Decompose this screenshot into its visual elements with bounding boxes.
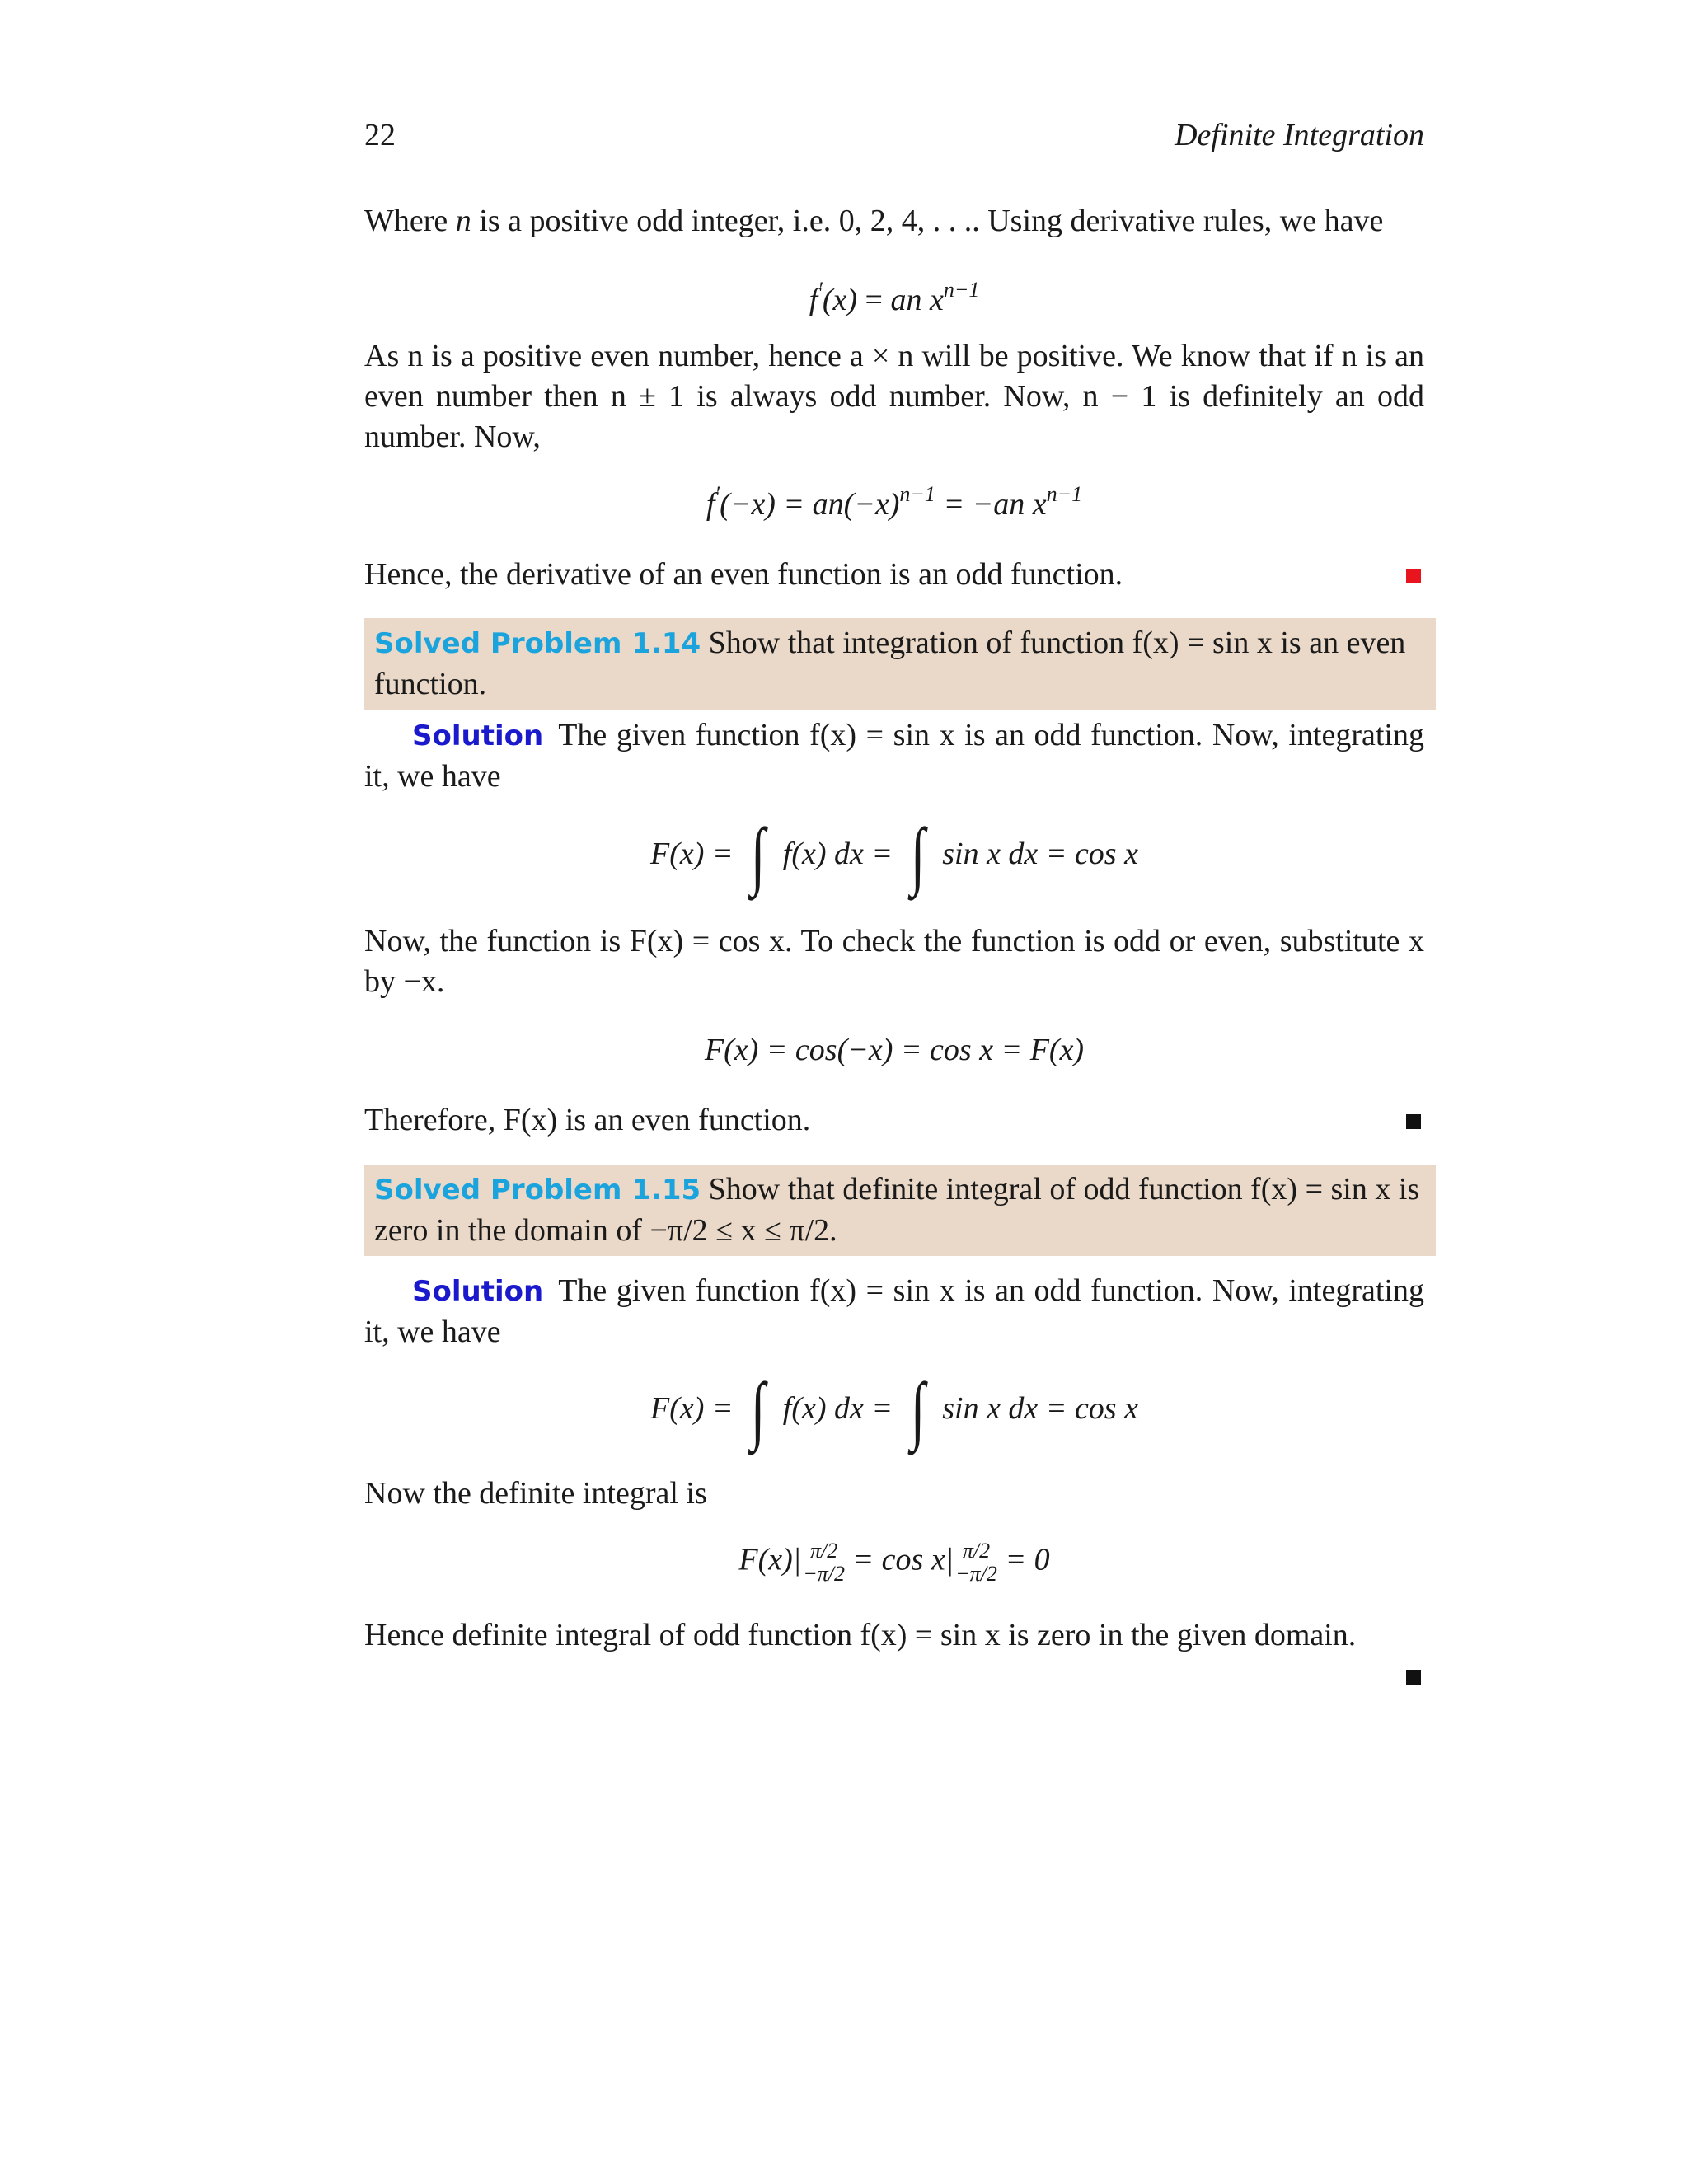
upper-limit: π/2 <box>962 1539 991 1563</box>
solved-problem-1-15 <box>364 1165 1436 1256</box>
solution-text: The given function f(x) = sin x is an odd function. Now, integrating it, we have <box>364 718 1424 794</box>
eq-part: = cos x| <box>845 1542 954 1577</box>
solution-label: Solution <box>412 1275 544 1308</box>
solution-1-15-text <box>364 1271 1424 1352</box>
paragraph-conclusion-1 <box>364 555 1424 595</box>
eval-limits <box>803 1540 845 1586</box>
paragraph-definite <box>364 1474 1424 1514</box>
problem-text: Show that definite integral of odd function f(x) = sin x is zero in the domain of −π/2 ≤ x ≤ π/2. <box>374 1172 1420 1248</box>
eq-part: f(x) dx = <box>775 837 901 871</box>
eq-part: = −an x <box>935 487 1047 522</box>
eq-exponent: n−1 <box>899 482 935 506</box>
eq-exponent: n−1 <box>1046 482 1083 506</box>
paragraph-final <box>364 1615 1424 1656</box>
eq-part: F(x) = cos(−x) = cos x = F(x) <box>704 1033 1085 1067</box>
solved-problem-1-14 <box>364 618 1436 710</box>
text-fragment: Where <box>364 204 456 238</box>
paragraph-conclusion-2 <box>364 1100 1424 1141</box>
paragraph-even-text: As n is a positive even number, hence a × n will be positive. We know that if n is an even number then n ± 1 is always odd number. Now, n − 1 is definitely an odd number. Now, <box>364 339 1424 454</box>
eval-limits <box>955 1540 997 1586</box>
paragraph-definite-text: Now the definite integral is <box>364 1476 707 1511</box>
eq-part: F(x) = <box>650 837 742 871</box>
qed-square-black <box>1406 1114 1421 1129</box>
paragraph-check <box>364 921 1424 1002</box>
paragraph-intro-text <box>364 201 1424 241</box>
eq-part: F(x) = <box>650 1391 742 1426</box>
problem-label: Solved Problem 1.14 <box>374 627 701 660</box>
solution-text: The given function f(x) = sin x is an odd function. Now, integrating it, we have <box>364 1273 1424 1349</box>
qed-square-red <box>1406 569 1421 583</box>
eq-part: f <box>809 283 818 317</box>
eq-part: sin x dx = cos x <box>934 1391 1138 1426</box>
qed-square-black-final <box>1406 1670 1421 1685</box>
problem-text: Show that integration of function f(x) = sin x is an even function. <box>374 626 1406 701</box>
running-title: Definite Integration <box>1175 118 1424 152</box>
upper-limit: π/2 <box>810 1539 838 1563</box>
solution-label: Solution <box>412 719 544 752</box>
eq-part: = <box>857 283 891 317</box>
eq-prime: ′ <box>818 278 823 302</box>
eq-part: f(x) dx = <box>775 1391 901 1426</box>
equation-definite <box>364 1540 1424 1586</box>
equation-integral-1: F(x) = ∫ f(x) dx = ∫ sin x dx = cos x <box>650 813 1138 897</box>
eq-part: sin x dx = cos x <box>934 837 1138 871</box>
paragraph-conclusion-1-text: Hence, the derivative of an even function is an odd function. <box>364 557 1123 592</box>
paragraph-final-text: Hence definite integral of odd function f(x) = sin x is zero in the given domain. <box>364 1618 1357 1652</box>
solution-1-14 <box>364 715 1424 797</box>
eq-part: f <box>706 487 715 522</box>
eq-exponent: n−1 <box>943 278 980 302</box>
eq-part: = 0 <box>996 1542 1050 1577</box>
equation-cos <box>364 1030 1424 1071</box>
lower-limit: −π/2 <box>803 1562 846 1586</box>
eq-part: (x) <box>822 283 858 317</box>
eq-part: F(x)| <box>738 1542 802 1577</box>
text-fragment: is a positive odd integer, i.e. 0, 2, 4, . . .. Using derivative rules, we have <box>471 204 1384 238</box>
paragraph-intro <box>364 201 1424 241</box>
equation-derivative-neg <box>364 482 1424 525</box>
page-header <box>364 117 1424 153</box>
eq-part: an x <box>890 283 944 317</box>
eq-prime: ′ <box>715 482 720 506</box>
solution-1-14-text <box>364 715 1424 797</box>
equation-derivative <box>364 280 1424 321</box>
equation-integral-2: F(x) = ∫ f(x) dx = ∫ sin x dx = cos x <box>650 1367 1138 1451</box>
solution-1-15 <box>364 1271 1424 1352</box>
math-var: n <box>455 204 471 238</box>
paragraph-check-text: Now, the function is F(x) = cos x. To check the function is odd or even, substitute x by −x. <box>364 924 1424 999</box>
eq-part: (−x) = an(−x) <box>720 487 900 522</box>
page-number: 22 <box>364 118 396 152</box>
paragraph-conclusion-2-text: Therefore, F(x) is an even function. <box>364 1103 811 1137</box>
paragraph-even <box>364 336 1424 457</box>
lower-limit: −π/2 <box>955 1562 997 1586</box>
problem-label: Solved Problem 1.15 <box>374 1174 701 1207</box>
